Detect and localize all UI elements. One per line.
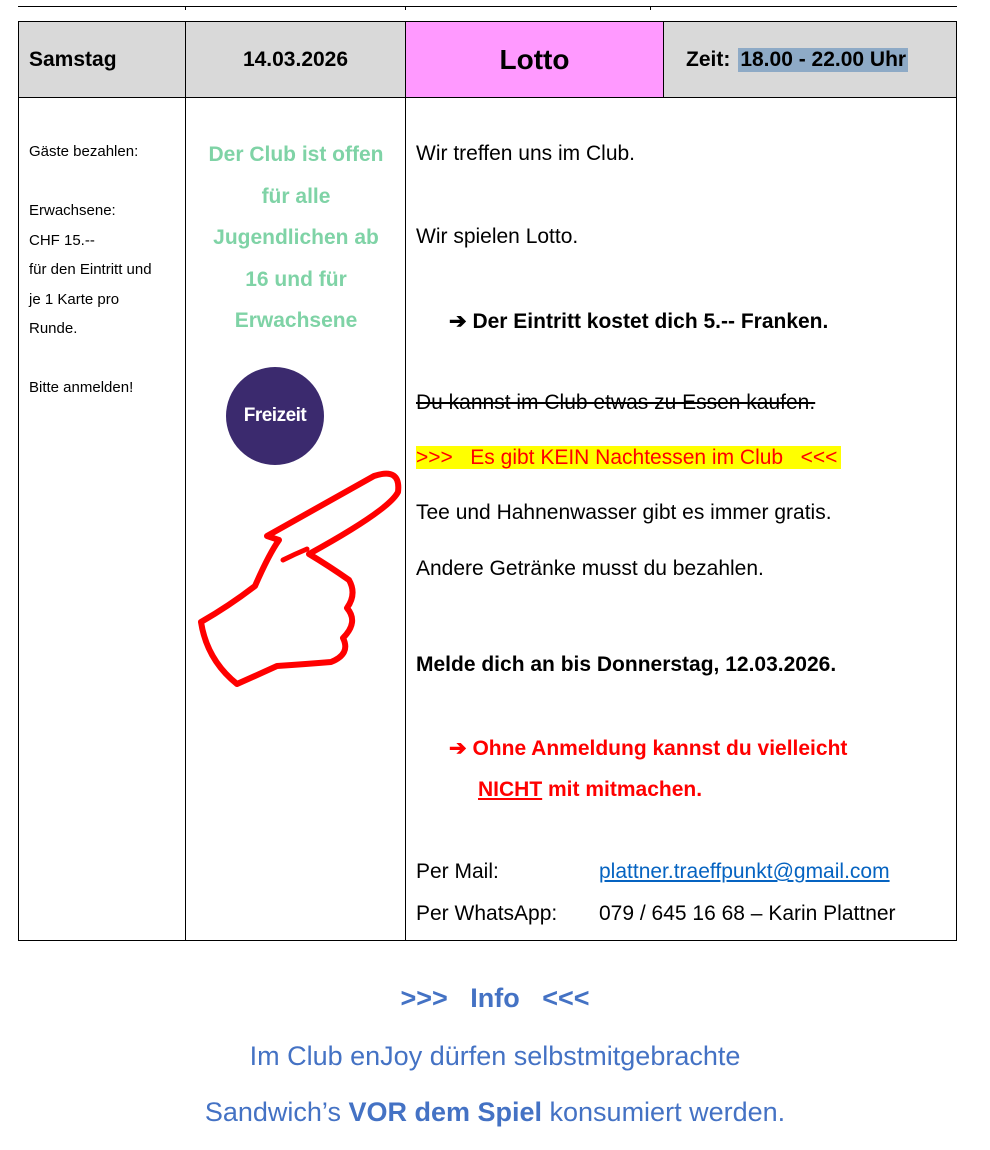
meet-text: Wir treffen uns im Club. — [416, 142, 636, 165]
guests-line: CHF 15.-- — [29, 231, 95, 249]
guests-line: Erwachsene: — [29, 202, 116, 219]
warning-line-2 — [478, 778, 702, 802]
warning-text: Ohne Anmeldung kannst du vielleicht — [472, 737, 848, 760]
badge-label: Freizeit — [243, 405, 307, 426]
entry-fee — [449, 309, 828, 334]
guests-line: für den Eintritt und — [29, 261, 152, 278]
whatsapp-label: Per WhatsApp: — [416, 902, 558, 925]
pointing-hand-icon — [179, 462, 409, 692]
info-heading: >>> Info <<< — [400, 983, 590, 1013]
open-notice-line: Der Club ist offen — [208, 143, 384, 166]
info-line-2 — [0, 1097, 990, 1128]
mail-link[interactable]: plattner.traeffpunkt@gmail.com — [599, 860, 890, 883]
event-table — [18, 21, 957, 941]
arrow-right-icon: ➔ — [449, 737, 467, 760]
signup-deadline: Melde dich an bis Donnerstag, 12.03.2026. — [416, 653, 837, 676]
open-notice-line: 16 und für — [245, 267, 347, 291]
rule-tick — [185, 7, 186, 10]
guest-prices — [29, 137, 179, 403]
play-text: Wir spielen Lotto. — [416, 225, 579, 248]
rule-tick — [405, 7, 406, 10]
info-line-2-post: konsumiert werden. — [542, 1097, 786, 1127]
register-note: Bitte anmelden! — [29, 379, 134, 396]
guests-line: je 1 Karte pro — [29, 290, 120, 308]
no-dinner-notice — [416, 446, 841, 470]
warning-nicht: NICHT — [478, 778, 543, 801]
warning-line-1 — [449, 736, 847, 761]
rule-tick — [650, 7, 651, 10]
info-line-2-bold: VOR dem Spiel — [348, 1097, 543, 1127]
drinks-text: Andere Getränke musst du bezahlen. — [416, 557, 764, 580]
event-day: Samstag — [29, 47, 117, 71]
table-header-row — [19, 22, 956, 98]
header-divider — [663, 22, 664, 97]
warning-rest: mit mitmachen. — [542, 778, 703, 801]
entry-fee-text: Der Eintritt kostet dich 5.-- Franken. — [472, 310, 829, 333]
event-title: Lotto — [406, 22, 663, 97]
top-rule — [18, 6, 957, 7]
arrow-right-icon: ➔ — [449, 310, 467, 333]
time-value: 18.00 - 22.00 Uhr — [740, 47, 907, 71]
guests-line: Runde. — [29, 320, 78, 337]
mail-label: Per Mail: — [416, 860, 499, 883]
freizeit-badge — [226, 367, 324, 465]
info-line-2-pre: Sandwich’s — [204, 1097, 349, 1127]
event-date: 14.03.2026 — [242, 47, 349, 71]
whatsapp-number: 079 / 645 16 68 – Karin Plattner — [599, 902, 896, 925]
open-notice — [187, 134, 405, 342]
event-time — [664, 22, 956, 97]
info-line-1: Im Club enJoy dürfen selbstmitgebrachte — [249, 1041, 741, 1071]
food-struck-text: Du kannst im Club etwas zu Essen kaufen. — [416, 391, 816, 414]
tea-text: Tee und Hahnenwasser gibt es immer gratis. — [416, 501, 832, 524]
time-label: Zeit: — [686, 47, 731, 71]
open-notice-line: Erwachsene — [234, 309, 358, 332]
guests-heading: Gäste bezahlen: — [29, 143, 139, 160]
open-notice-line: für alle — [261, 184, 331, 208]
open-notice-line: Jugendlichen ab — [213, 226, 379, 249]
no-dinner-text: >>> Es gibt KEIN Nachtessen im Club <<< — [416, 446, 841, 469]
